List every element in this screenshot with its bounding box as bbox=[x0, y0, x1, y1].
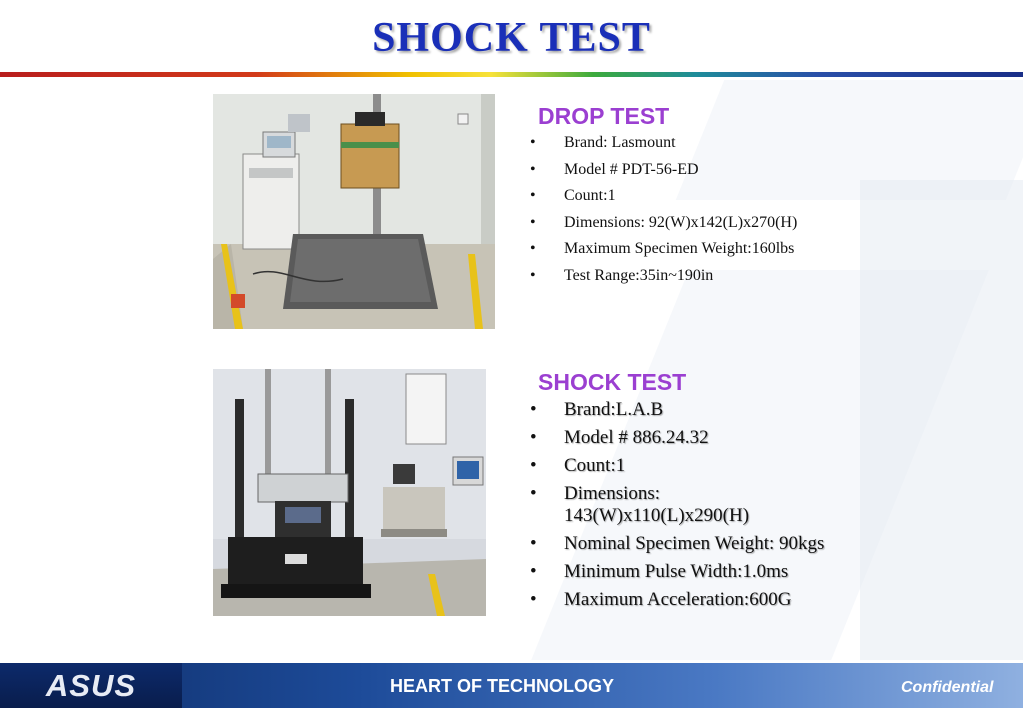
confidential-label: Confidential bbox=[901, 679, 994, 696]
logo-text: ASUS bbox=[45, 667, 137, 703]
list-item: • Dimensions: 143(W)x110(L)x290(H) bbox=[528, 483, 848, 527]
slide-title: SHOCK TEST bbox=[372, 15, 651, 61]
title-divider bbox=[0, 72, 1023, 77]
list-item: • Model # PDT-56-ED bbox=[528, 160, 868, 187]
shock-test-photo bbox=[213, 369, 486, 616]
list-item: • Maximum Specimen Weight:160lbs bbox=[528, 239, 868, 266]
footer-tagline: HEART OF TECHNOLOGY bbox=[390, 676, 614, 696]
list-item: • Brand:L.A.B bbox=[528, 399, 848, 421]
list-item: • Dimensions: 92(W)x142(L)x270(H) bbox=[528, 213, 868, 240]
list-item: • Model # 886.24.32 bbox=[528, 427, 848, 449]
list-item: • Count:1 bbox=[528, 455, 848, 477]
list-item: • Maximum Acceleration:600G bbox=[528, 589, 848, 611]
list-item: • Test Range:35in~190in bbox=[528, 266, 868, 293]
drop-test-heading: DROP TEST bbox=[538, 103, 670, 129]
list-item: • Minimum Pulse Width:1.0ms bbox=[528, 561, 848, 583]
drop-test-spec-list bbox=[528, 133, 868, 292]
drop-test-photo bbox=[213, 94, 495, 329]
list-item: • Brand: Lasmount bbox=[528, 133, 868, 160]
list-item: • Nominal Specimen Weight: 90kgs bbox=[528, 533, 848, 555]
asus-logo bbox=[0, 663, 182, 708]
shock-test-spec-list bbox=[528, 399, 848, 617]
shock-test-heading: SHOCK TEST bbox=[538, 369, 687, 395]
list-item: • Count:1 bbox=[528, 186, 868, 213]
